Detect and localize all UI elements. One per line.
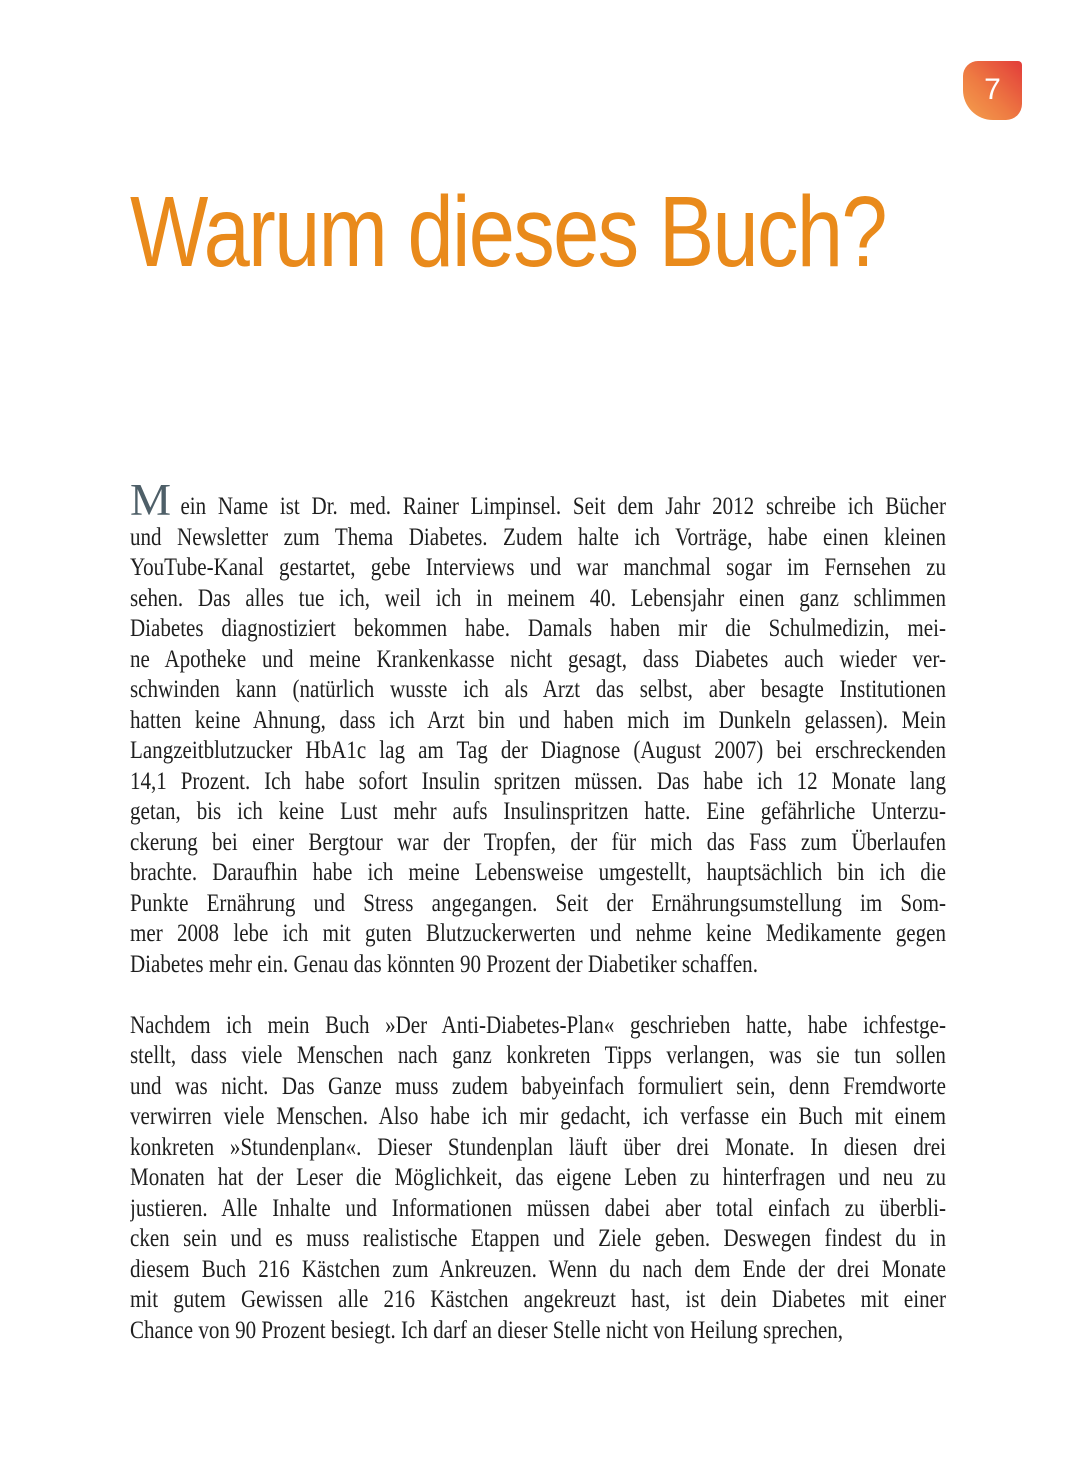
text-line: Monaten hat der Leser die Möglichkeit, das eigene Leben zu hinterfragen und neu zu <box>130 1164 946 1191</box>
text-line: sehen. Das alles tue ich, weil ich in meinem 40. Lebensjahr einen ganz schlimmen <box>130 584 946 612</box>
text-line: konkreten »Stundenplan«. Dieser Stundenplan läuft über drei Monate. In diesen drei <box>130 1133 946 1161</box>
page-number: 7 <box>984 72 1001 106</box>
text-line: Diabetes diagnostiziert bekommen habe. Damals haben mir die Schulmedizin, mei- <box>130 615 946 642</box>
body-text <box>130 475 946 1346</box>
text-line: und Newsletter zum Thema Diabetes. Zudem halte ich Vorträge, habe einen kleinen <box>130 523 946 551</box>
text-line: ckerung bei einer Bergtour war der Tropfen, der für mich das Fass zum Überlaufen <box>130 828 946 856</box>
text-line: mer 2008 lebe ich mit guten Blutzuckerwerten und nehme keine Medikamente gegen <box>130 920 946 947</box>
drop-cap: M <box>130 475 172 525</box>
text-line: stellt, dass viele Menschen nach ganz konkreten Tipps verlangen, was sie tun sollen <box>130 1042 946 1069</box>
text-line: getan, bis ich keine Lust mehr aufs Insulinspritzen hatte. Eine gefährliche Unterzu- <box>130 798 946 825</box>
text-line: Diabetes mehr ein. Genau das könnten 90 Prozent der Diabetiker schaffen. <box>130 950 758 978</box>
text-line: verwirren viele Menschen. Also habe ich mir gedacht, ich verfasse ein Buch mit einem <box>130 1103 946 1130</box>
text-line: diesem Buch 216 Kästchen zum Ankreuzen. Wenn du nach dem Ende der drei Monate <box>130 1255 946 1283</box>
text-line: Langzeitblutzucker HbA1c lag am Tag der Diagnose (August 2007) bei erschreckenden <box>130 737 946 764</box>
chapter-title: Warum dieses Buch? <box>130 176 886 288</box>
text-line: Punkte Ernährung und Stress angegangen. Seit der Ernährungsumstellung im Som- <box>130 889 946 917</box>
text-line: Chance von 90 Prozent besiegt. Ich darf an dieser Stelle nicht von Heilung sprechen, <box>130 1316 844 1344</box>
text-line-content: ein Name ist Dr. med. Rainer Limpinsel. Seit dem Jahr 2012 schreibe ich Bücher <box>180 493 946 520</box>
text-line: 14,1 Prozent. Ich habe sofort Insulin spritzen müssen. Das habe ich 12 Monate lang <box>130 767 946 795</box>
text-line: mit gutem Gewissen alle 216 Kästchen angekreuzt hast, ist dein Diabetes mit einer <box>130 1286 946 1313</box>
paragraph-plan <box>130 1011 946 1347</box>
text-line: justieren. Alle Inhalte und Informationen müssen dabei aber total einfach zu überbli- <box>130 1194 946 1222</box>
text-line: und was nicht. Das Ganze muss zudem babyeinfach formuliert sein, denn Fremdworte <box>130 1072 946 1100</box>
paragraph-intro <box>130 475 946 980</box>
text-line: cken sein und es muss realistische Etappen und Ziele geben. Deswegen findest du in <box>130 1225 946 1252</box>
text-line: schwinden kann (natürlich wusste ich als Arzt das selbst, aber besagte Institutionen <box>130 676 946 703</box>
text-line: hatten keine Ahnung, dass ich Arzt bin und haben mich im Dunkeln gelassen). Mein <box>130 706 946 734</box>
page-number-badge <box>963 61 1022 120</box>
text-line: YouTube-Kanal gestartet, gebe Interviews und war manchmal sogar im Fernsehen zu <box>130 554 946 581</box>
text-line: ne Apotheke und meine Krankenkasse nicht gesagt, dass Diabetes auch wieder ver- <box>130 645 946 673</box>
text-line: Nachdem ich mein Buch »Der Anti-Diabetes-Plan« geschrieben hatte, habe ichfestge- <box>130 1011 946 1039</box>
text-line <box>130 475 946 525</box>
text-line: brachte. Daraufhin habe ich meine Lebensweise umgestellt, hauptsächlich bin ich die <box>130 859 946 886</box>
